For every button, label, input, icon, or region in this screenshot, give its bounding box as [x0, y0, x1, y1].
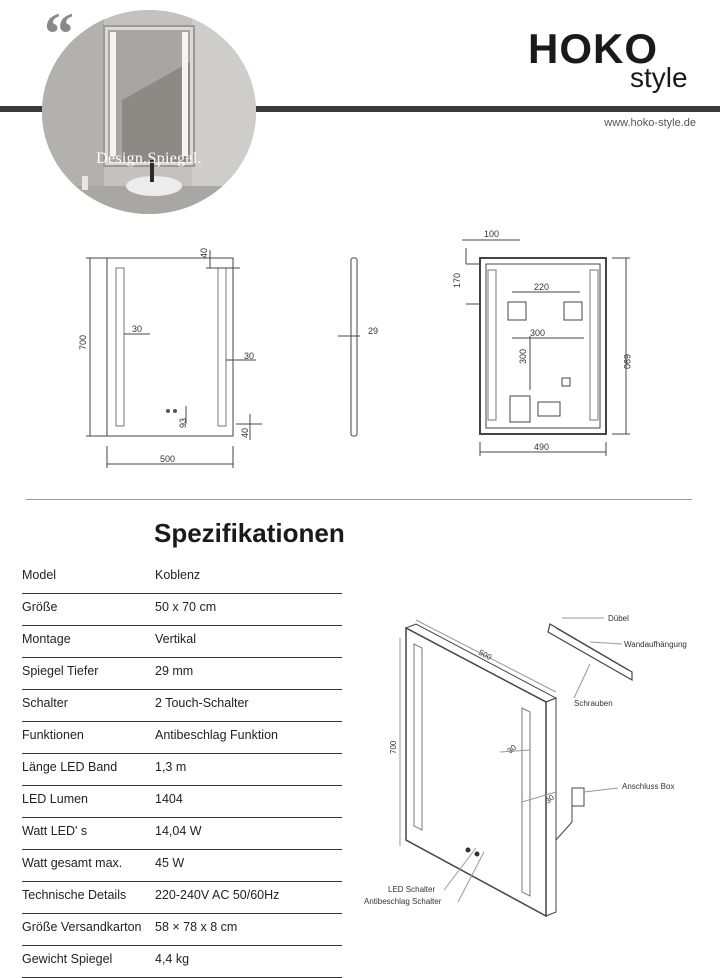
spec-label: Montage [22, 632, 71, 646]
spec-value: 2 Touch-Schalter [155, 696, 249, 710]
back-height-label: 690 [622, 354, 632, 370]
spec-value: 220-240V AC 50/60Hz [155, 888, 280, 902]
label-anschluss-box: Anschluss Box [622, 782, 675, 791]
iso-strip-b-label: 30 [543, 792, 557, 806]
label-led-schalter: LED Schalter [388, 885, 436, 894]
iso-width-label: 500 [477, 647, 494, 663]
front-switch-label: 93 [178, 417, 188, 428]
spec-label: Technische Details [22, 888, 127, 902]
back-top-offset-label: 100 [484, 229, 500, 239]
mirror-photo [42, 10, 256, 214]
product-photo-badge [42, 10, 256, 214]
spec-row [22, 882, 342, 914]
label-schrauben: Schrauben [574, 699, 613, 708]
front-top-label: 40 [199, 247, 209, 258]
brand-logo-sub: style [630, 62, 688, 93]
front-view-outline [107, 258, 233, 436]
spec-value: 58 × 78 x 8 cm [155, 920, 238, 934]
spec-label: Größe Versandkarton [22, 920, 142, 934]
isometric-drawing [360, 608, 710, 948]
front-bottom-label: 40 [240, 427, 250, 438]
spec-row [22, 786, 342, 818]
spec-value: 50 x 70 cm [155, 600, 217, 614]
quote-icon: “ [44, 1, 74, 67]
back-width-label: 490 [534, 442, 550, 452]
spec-label: Länge LED Band [22, 760, 118, 774]
label-duebel: Dübel [608, 614, 629, 623]
spec-title: Spezifikationen [154, 518, 345, 548]
spec-row [22, 914, 342, 946]
spec-label: Funktionen [22, 728, 84, 742]
spec-row [22, 594, 342, 626]
section-divider [26, 499, 692, 500]
spec-value: 29 mm [155, 664, 194, 678]
back-inner-height-label: 300 [518, 348, 528, 364]
spec-row [22, 946, 342, 978]
spec-label: Spiegel Tiefer [22, 664, 99, 678]
front-width-label: 500 [160, 454, 176, 464]
front-strip-right-label: 30 [244, 351, 255, 361]
spec-row [22, 690, 342, 722]
spec-value: 45 W [155, 856, 185, 870]
spec-label: Größe [22, 600, 58, 614]
website-url[interactable]: www.hoko-style.de [604, 117, 696, 129]
spec-value: 14,04 W [155, 824, 202, 838]
front-strip-left-label: 30 [132, 324, 143, 334]
spec-row [22, 626, 342, 658]
brand-logo: HOKO [528, 25, 658, 72]
spec-value: 4,4 kg [155, 952, 190, 966]
badge-caption: Design.Spiegel. [96, 150, 202, 167]
spec-label: Gewicht Spiegel [22, 952, 113, 966]
iso-switch-dot [466, 848, 471, 853]
spec-row [22, 754, 342, 786]
back-top-margin-label: 170 [452, 272, 462, 288]
iso-strip-a-label: 30 [505, 742, 519, 756]
front-height-label: 700 [78, 334, 88, 350]
back-bracket-label: 220 [534, 282, 550, 292]
spec-row [22, 850, 342, 882]
spec-row [22, 818, 342, 850]
spec-value: Antibeschlag Funktion [155, 728, 278, 742]
side-depth-label: 29 [368, 326, 379, 336]
spec-label: Model [22, 568, 57, 582]
spec-row [22, 562, 342, 594]
spec-value: 1404 [155, 792, 183, 806]
spec-value: Vertikal [155, 632, 196, 646]
spec-value: Koblenz [155, 568, 201, 582]
spec-label: Schalter [22, 696, 68, 710]
spec-value: 1,3 m [155, 760, 187, 774]
spec-label: Watt LED' s [22, 824, 88, 838]
technical-drawings [0, 228, 720, 478]
spec-table [22, 562, 342, 978]
label-antibeschlag-schalter: Antibeschlag Schalter [364, 897, 442, 906]
spec-label: Watt gesamt max. [22, 856, 123, 870]
iso-mirror-front [406, 628, 546, 916]
iso-height-label: 700 [389, 740, 398, 754]
spec-label: LED Lumen [22, 792, 89, 806]
label-wandaufhaengung: Wandaufhängung [624, 640, 687, 649]
spec-row [22, 722, 342, 754]
iso-switch-dot [475, 852, 480, 857]
back-inner-width-label: 300 [530, 328, 546, 338]
spec-row [22, 658, 342, 690]
